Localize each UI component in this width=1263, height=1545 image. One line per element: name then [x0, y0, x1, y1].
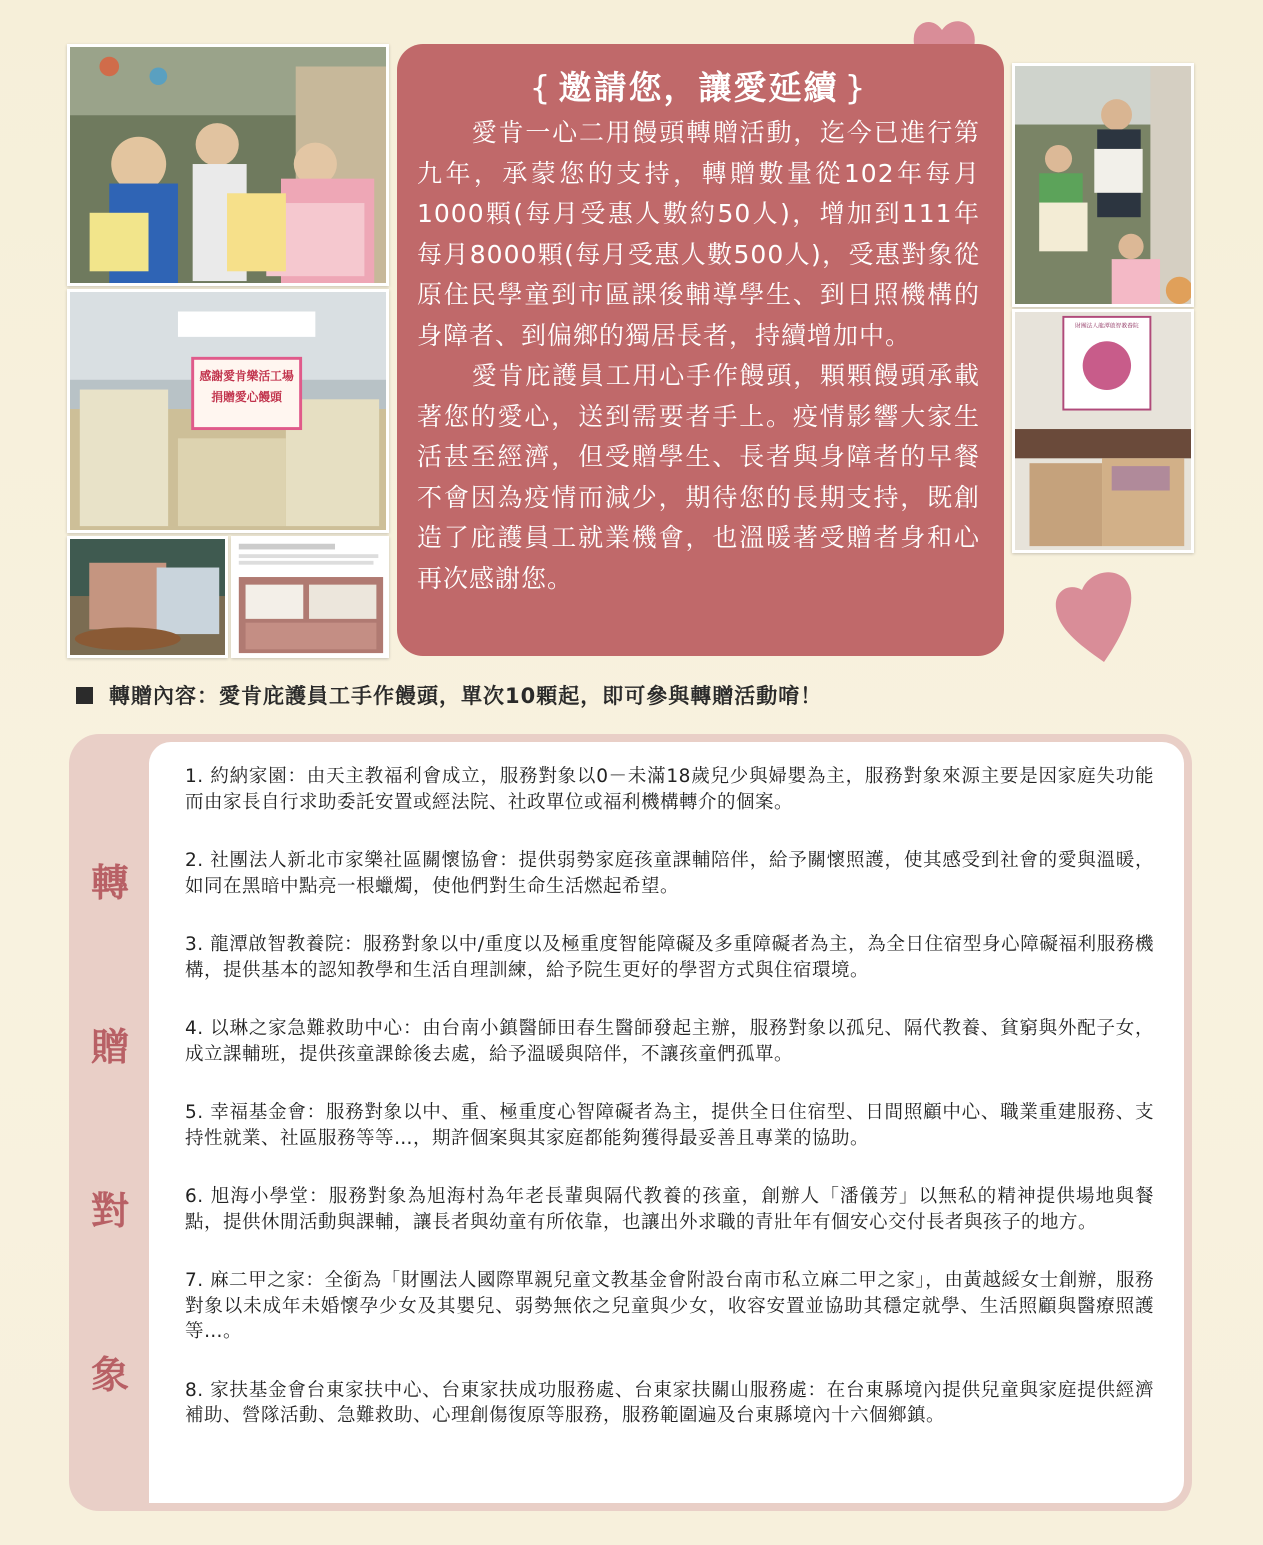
- recipient-item-2: 2. 社團法人新北市家樂社區關懷協會：提供弱勢家庭孩童課輔陪伴，給予關懷照護，使其感受到社會的愛與溫暖，如同在黑暗中點亮一根蠟燭，使他們對生命生活燃起希望。: [185, 850, 1154, 897]
- photo-kids-with-mantou: [67, 44, 389, 286]
- banner-text-1: 感謝愛肯樂活工場: [199, 368, 294, 383]
- recipient-item-7: 7. 麻二甲之家：全銜為「財團法人國際單親兒童文教基金會附設台南市私立麻二甲之家」，由黃越綏女士創辦，服務對象以未成年未婚懷孕少女及其嬰兒、弱勢無依之兒童與少女，收容安置並協助其穩定就學、生活照顧與醫療照護等…。: [185, 1270, 1154, 1342]
- photo-mantou-bags: [67, 536, 228, 658]
- photo-facebook-post: [231, 536, 389, 658]
- heart-icon-bottom: [1052, 566, 1138, 664]
- invite-title: [417, 62, 980, 109]
- brace-open: {: [529, 68, 553, 107]
- side-char-1: 轉: [90, 861, 129, 905]
- recipient-item-8: 8. 家扶基金會台東家扶中心、台東家扶成功服務處、台東家扶關山服務處：在台東縣境內提供兒童與家庭提供經濟補助、營隊活動、急難救助、心理創傷復原等服務，服務範圍遍及台東縣境內十六個鄉鎮。: [185, 1379, 1154, 1426]
- recipient-item-1: 1. 約納家園：由天主教福利會成立，服務對象以0－未滿18歲兒少與婦嬰為主，服務對象來源主要是因家庭失功能而由家長自行求助委託安置或經法院、社政單位或福利機構轉介的個案。: [185, 766, 1154, 813]
- recipient-item-6: 6. 旭海小學堂：服務對象為旭海村為年老長輩與隔代教養的孩童，創辦人「潘儀芳」以無私的精神提供場地與餐點，提供休閒活動與課輔，讓長者與幼童有所依靠，也讓出外求職的青壯年有個安心交付長者與孩子的地方。: [185, 1186, 1154, 1233]
- invite-title-text: 邀請您，讓愛延續: [558, 68, 839, 107]
- brace-close: }: [844, 68, 868, 107]
- recipient-item-5: 5. 幸福基金會：服務對象以中、重、極重度心智障礙者為主，提供全日住宿型、日間照顧中心、職業重建服務、支持性就業、社區服務等等…，期許個案與其家庭都能夠獲得最妥善且專業的協助。: [185, 1102, 1154, 1149]
- invite-paragraph-1: 愛肯一心二用饅頭轉贈活動，迄今已進行第九年，承蒙您的支持，轉贈數量從102年每月1000顆(每月受惠人數約50人)，增加到111年每月8000顆(每月受惠人數500人)，受惠對象從原住民學童到市區課後輔導學生、到日照機構的身障者、到偏鄉的獨居長者，持續增加中。: [417, 118, 980, 350]
- recipient-item-4: 4. 以琳之家急難救助中心：由台南小鎮醫師田春生醫師發起主辦，服務對象以孤兒、隔代教養、貧窮與外配子女，成立課輔班，提供孩童課餘後去處，給予溫暖與陪伴，不讓孩童們孤單。: [185, 1018, 1154, 1065]
- recipient-item-3: 3. 龍潭啟智教養院：服務對象以中/重度以及極重度智能障礙及多重障礙者為主，為全日住宿型身心障礙福利服務機構，提供基本的認知教學和生活自理訓練，給予院生更好的學習方式與住宿環境。: [185, 934, 1154, 981]
- banner-text-2: 捐贈愛心饅頭: [211, 390, 282, 405]
- office-sign-text: 財團法人龍潭啟智教養院: [1075, 323, 1139, 330]
- photo-children-holding-mantou: [1012, 63, 1194, 307]
- photo-donation-display: [67, 289, 389, 533]
- invite-paragraph-2: 愛肯庇護員工用心手作饅頭，顆顆饅頭承載著您的愛心，送到需要者手上。疫情影響大家生活甚至經濟，但受贈學生、長者與身障者的早餐不會因為疫情而減少，期待您的長期支持，既創造了庇護員工就業機會，也溫暖著受贈者身和心再次感謝您。: [417, 361, 980, 593]
- side-char-4: 象: [90, 1353, 129, 1397]
- side-char-3: 對: [90, 1189, 129, 1233]
- donation-content-line: [76, 680, 822, 710]
- recipients-card: [69, 734, 1192, 1511]
- side-char-2: 贈: [90, 1025, 129, 1069]
- donation-content-text: 轉贈內容：愛肯庇護員工手作饅頭，單次10顆起，即可參與轉贈活動唷！: [109, 684, 823, 708]
- square-bullet-icon: [76, 687, 93, 704]
- recipients-list: [149, 742, 1184, 1503]
- photo-office-boxes: [1012, 309, 1194, 553]
- invite-panel: [397, 44, 1004, 656]
